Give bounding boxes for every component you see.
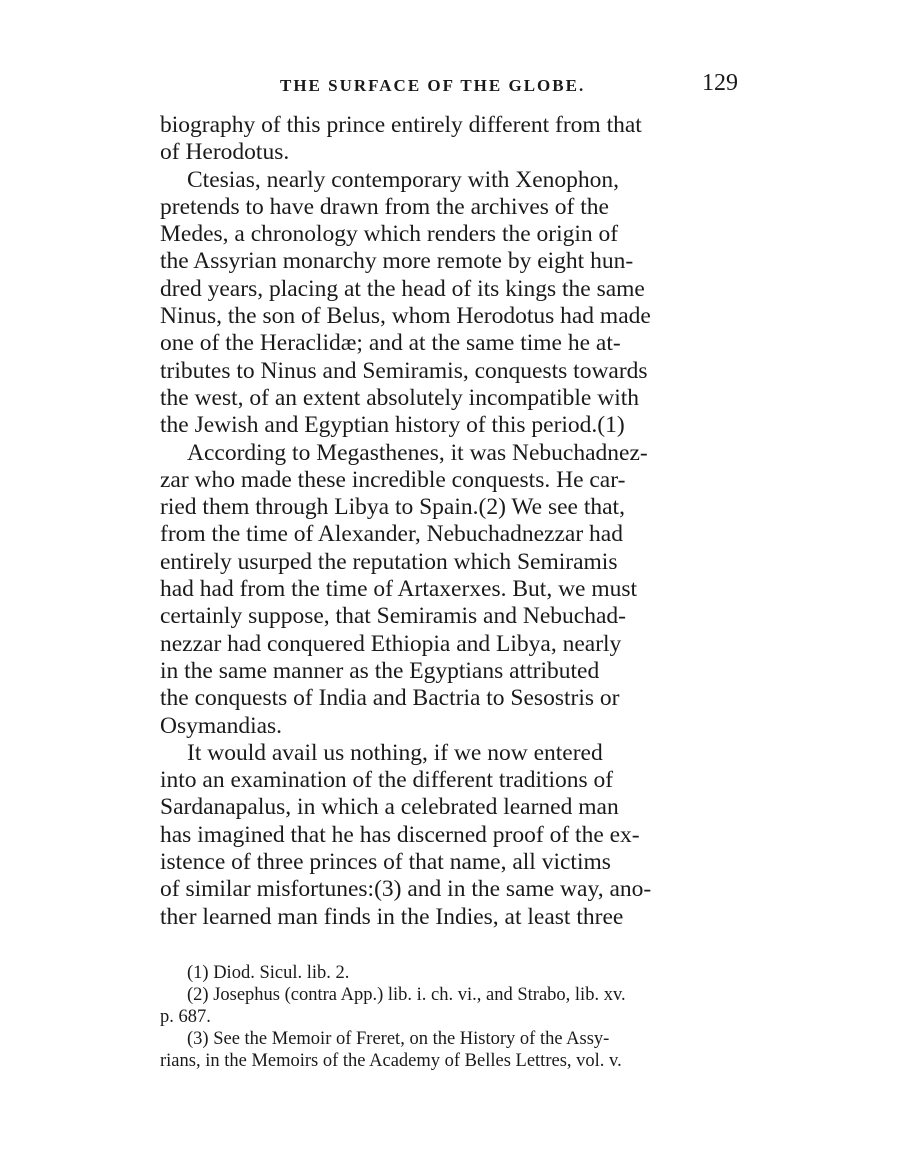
text-line: from the time of Alexander, Nebuchadnezzar had [160,521,623,548]
running-head: THE SURFACE OF THE GLOBE. [280,76,586,95]
paragraph [160,440,746,740]
footnote [160,1028,746,1072]
text-line: Sardanapalus, in which a celebrated learned man [160,794,619,821]
text-line: the Assyrian monarchy more remote by eight hun- [160,248,634,275]
text-line: entirely usurped the reputation which Semiramis [160,548,618,575]
text-line: ried them through Libya to Spain.(2) We see that, [160,494,625,521]
text-line: According to Megasthenes, it was Nebuchadnez- [187,439,648,466]
paragraph [160,167,746,440]
footnote-line: rians, in the Memoirs of the Academy of Belles Lettres, vol. v. [160,1051,622,1071]
text-line: the west, of an extent absolutely incompatible with [160,384,640,411]
text-line: Osymandias. [160,712,283,739]
text-line: of similar misfortunes:(3) and in the same way, ano- [160,876,652,903]
text-line: into an examination of the different traditions of [160,767,614,794]
footnote-line: p. 687. [160,1007,211,1027]
page-number: 129 [702,70,738,96]
text-line: had had from the time of Artaxerxes. But, we must [160,576,638,603]
text-line: It would avail us nothing, if we now entered [187,739,603,766]
text-line: dred years, placing at the head of its kings the same [160,275,645,302]
text-line: nezzar had conquered Ethiopia and Libya, nearly [160,630,622,657]
text-line: of Herodotus. [160,139,290,166]
text-line: istence of three princes of that name, all victims [160,849,611,876]
paragraph [160,112,746,167]
text-line: certainly suppose, that Semiramis and Nebuchad- [160,603,626,630]
text-line: the conquests of India and Bactria to Sesostris or [160,685,620,712]
footnote [160,984,746,1028]
text-line: tributes to Ninus and Semiramis, conquests towards [160,357,648,384]
footnote-line: (1) Diod. Sicul. lib. 2. [187,963,350,983]
footnote-line: (2) Josephus (contra App.) lib. i. ch. vi., and Strabo, lib. xv. [187,985,626,1005]
paragraph [160,740,746,931]
text-line: Medes, a chronology which renders the origin of [160,221,619,248]
text-line: one of the Heraclidæ; and at the same time he at- [160,330,621,357]
text-line: pretends to have drawn from the archives of the [160,193,609,220]
text-line: ther learned man finds in the Indies, at least three [160,903,624,930]
page-header [160,70,740,104]
text-line: zar who made these incredible conquests. He car- [160,466,626,493]
footnote [160,962,746,984]
text-line: the Jewish and Egyptian history of this period.(1) [160,412,625,439]
footnote-line: (3) See the Memoir of Freret, on the History of the Assy- [187,1029,610,1049]
text-line: has imagined that he has discerned proof of the ex- [160,821,640,848]
text-line: biography of this prince entirely different from that [160,112,642,138]
body-text [160,112,746,931]
text-line: Ctesias, nearly contemporary with Xenophon, [187,166,620,193]
text-line: in the same manner as the Egyptians attributed [160,657,600,684]
text-line: Ninus, the son of Belus, whom Herodotus had made [160,303,651,330]
footnotes [160,962,746,1072]
